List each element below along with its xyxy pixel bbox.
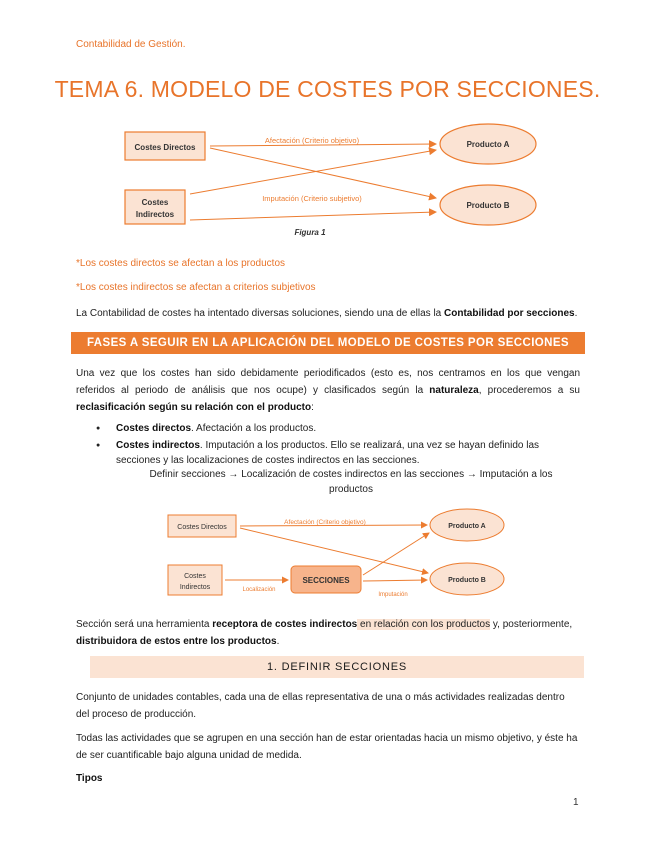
seccion-paragraph: Sección será una herramienta receptora de costes indirectos en relación con los productos y, posteriormente, distribuidora de estos entre los productos. — [76, 619, 573, 647]
definir-paragraph-2: Todas las actividades que se agrupen en una sección han de estar orientadas hacia un mismo objetivo, y éste ha de ser cuantificable bajo alguna unidad de medida. — [76, 733, 578, 761]
phases-paragraph: Una vez que los costes han sido debidamente periodificados (esto es, nos centramos en los que vengan referidos al periodo de análisis que nos ocupe) y clasificados según la naturaleza, procederemos a su reclasificación según su relación con el producto: — [76, 368, 580, 413]
list-item: ● Costes indirectos. Imputación a los productos. Ello se realizará, una vez se hayan definido las secciones y las localizaciones de costes indirectos en las secciones. — [96, 438, 580, 468]
page-number: 1 — [573, 797, 579, 808]
definir-paragraph-1: Conjunto de unidades contables, cada una de ellas representativa de una o más actividades realizadas dentro del proceso de producción. — [76, 692, 565, 720]
process-flow-text: Definir secciones → Localización de costes indirectos en las secciones → Imputación a los productos — [149, 469, 553, 495]
tipos-heading: Tipos — [76, 773, 103, 784]
arrow-imputacion-b — [363, 580, 427, 581]
label-imputacion-2: Imputación — [378, 592, 408, 598]
costes-indirectos-label-1: Costes — [141, 198, 169, 207]
arrow-indirectos-b — [190, 212, 436, 220]
producto-a-label-2: Producto A — [448, 523, 486, 530]
secciones-label: SECCIONES — [302, 576, 350, 585]
producto-b-label: Producto B — [466, 201, 510, 210]
page-title: TEMA 6. MODELO DE COSTES POR SECCIONES. — [54, 76, 601, 102]
costes-indirectos-label-2b: Indirectos — [179, 584, 211, 591]
list-item: ● Costes directos. Afectación a los productos. — [96, 421, 580, 436]
label-localizacion: Localización — [242, 587, 276, 593]
arrow-indirectos-a — [190, 150, 436, 194]
costes-directos-label: Costes Directos — [134, 143, 196, 152]
costes-indirectos-label-2: Indirectos — [135, 210, 175, 219]
costes-indirectos-label-2a: Costes — [184, 573, 206, 580]
phases-heading: FASES A SEGUIR EN LA APLICACIÓN DEL MODELO DE COSTES POR SECCIONES — [71, 332, 585, 354]
producto-a-label: Producto A — [466, 140, 510, 149]
document-header: Contabilidad de Gestión. — [76, 39, 186, 50]
arrow-imputacion-a — [363, 533, 429, 575]
intro-paragraph: La Contabilidad de costes ha intentado diversas soluciones, siendo una de ellas la Contabilidad por secciones. — [76, 308, 578, 319]
label-afectacion: Afectación (Criterio objetivo) — [264, 136, 360, 145]
arrow-directos-b — [210, 148, 436, 198]
figure-2-diagram — [165, 503, 505, 603]
note-indirectos: *Los costes indirectos se afectan a criterios subjetivos — [76, 282, 316, 293]
note-directos: *Los costes directos se afectan a los productos — [76, 258, 286, 269]
label-imputacion: Imputación (Criterio subjetivo) — [262, 194, 362, 203]
producto-b-label-2: Producto B — [448, 577, 486, 584]
figure-1-caption: Figura 1 — [294, 228, 326, 237]
costes-directos-label-2: Costes Directos — [177, 524, 227, 531]
figure-1-diagram — [122, 122, 542, 242]
label-afectacion-2: Afectación (Criterio objetivo) — [284, 519, 366, 526]
section-1-heading: 1. DEFINIR SECCIONES — [90, 656, 584, 678]
cost-type-list — [96, 421, 580, 470]
